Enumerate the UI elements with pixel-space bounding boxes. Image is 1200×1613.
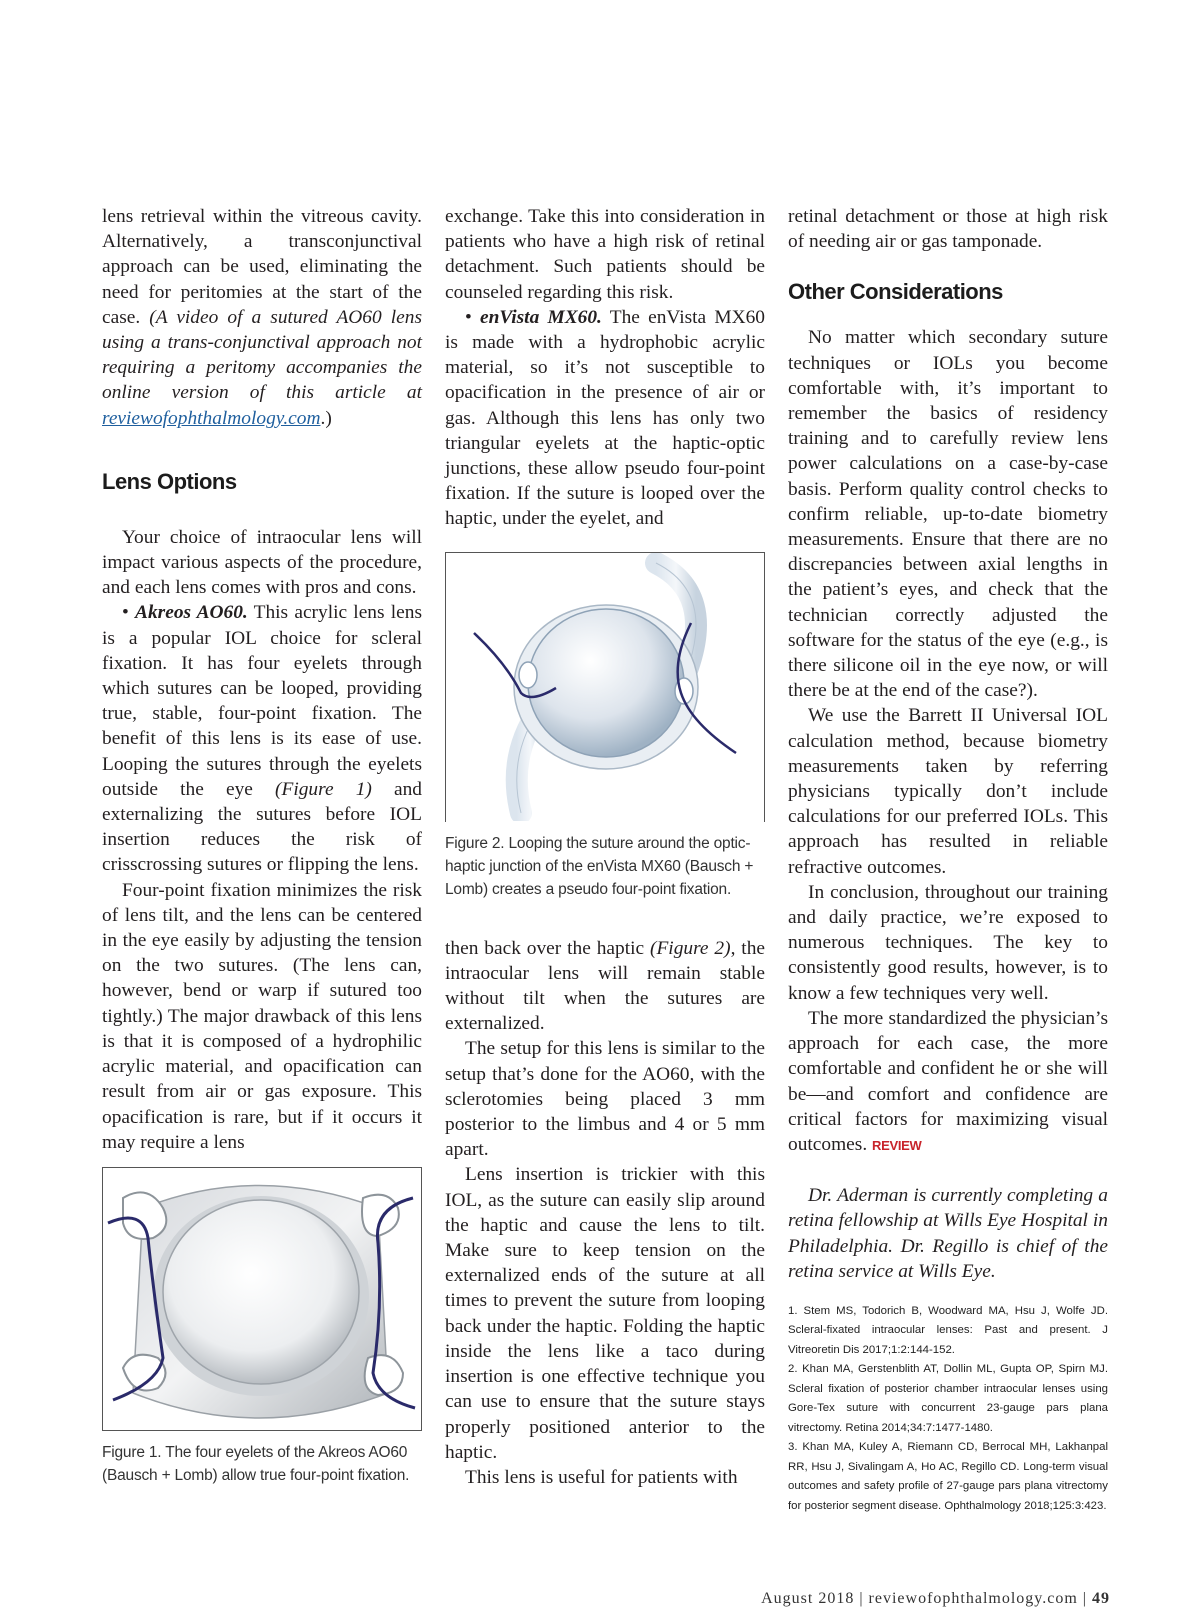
akreos-lens-illustration [103,1168,421,1430]
column-2 [445,204,765,1490]
author-bio: Dr. Aderman is currently completing a retina fellowship at Wills Eye Hospital in Philadelphia. Dr. Regillo is chief of the retina service at Wills Eye. [788,1185,1108,1282]
issue-date: August 2018 [761,1590,855,1607]
figure-2-caption: Figure 2. Looping the suture around the optic-haptic junction of the enVista MX60 (Bausch + Lomb) creates a pseudo four-point fixation. [445,834,754,898]
paragraph: This lens is useful for patients with [465,1466,738,1488]
figure-1-image [102,1167,422,1431]
figure-reference: (Figure 1) [275,778,372,800]
figure-1-caption: Figure 1. The four eyelets of the Akreos AO60 (Bausch + Lomb) allow true four-point fixation. [102,1443,410,1484]
paragraph: • Akreos AO60. This acrylic lens lens is a popular IOL choice for scleral fixation. It has four eyelets through which sutures can be looped, providing true, stable, four-point fixation. The benefit of this lens is its ease of use. Looping the sutures through the eyelets outside the eye (Figure 1) and externalizing the sutures before IOL insertion reduces the risk of crisscrossing sutures or flipping the lens. [102,602,423,876]
footer-site: reviewofophthalmology.com [868,1590,1078,1607]
paragraph: then back over the haptic (Figure 2), the intraocular lens will remain stable without tilt when the sutures are externalized. [445,937,765,1035]
paragraph: Lens insertion is trickier with this IOL, as the suture can easily slip around the haptic and cause the lens to tilt. Make sure to keep tension on the externalized ends of the suture at all times to prevent the suture from looping back under the haptic. Folding the haptic inside the lens like a taco during insertion is one effective technique you can use to ensure that the suture stays properly positioned anterior to the haptic. [445,1164,765,1463]
paragraph: The more standardized the physician’s approach for each case, the more comfortable and confident he or she will be—and comfort and confidence are critical factors for maximizing visual outcomes. REVIEW [788,1007,1108,1155]
envista-lens-illustration [446,553,764,821]
lens-name: Akreos AO60. [135,602,248,624]
paragraph: exchange. Take this into consideration in patients who have a high risk of retinal detachment. Such patients should be counseled regarding this risk. [445,206,765,303]
paragraph: retinal detachment or those at high risk of needing air or gas tamponade. [788,206,1108,253]
figure-2-image [445,552,765,822]
reference-item: 1. Stem MS, Todorich B, Woodward MA, Hsu J, Wolfe JD. Scleral-fixated intraocular lenses: Past and present. J Vitreoretin Dis 2017;1:2:144-152. [788,1304,1108,1356]
column-1 [102,204,422,1487]
figure-reference: (Figure 2) [650,937,731,959]
paragraph: We use the Barrett II Universal IOL calculation method, because biometry measurements taken by referring physicians typically don’t include calculations for our preferred IOLs. This approach has resulted in reliable refractive outcomes. [788,705,1108,878]
paragraph: Four-point fixation minimizes the risk of lens tilt, and the lens can be centered in the eye easily by adjusting the tension on the two sutures. (The lens can, however, bend or warp if sutured too tightly.) The major drawback of this lens is that it is composed of a hydrophilic acrylic material, and opacification can result from air or gas exposure. This opacification is rare, but if it occurs it may require a lens [102,879,422,1153]
paragraph: No matter which secondary suture techniques or IOLs you become comfortable with, it’s important to remember the basics of residency training and to carefully review lens power calculations on a case-by-case basis. Perform quality control checks to confirm reliable, up-to-date biometry measurements. Ensure that there are no discrepancies between axial lengths in the patient’s eyes, and check that the technician correctly adjusted the software for the status of the eye (e.g., is there silicone oil in the eye now, or will there be at the end of the case?). [788,327,1108,702]
lens-name: enVista MX60. [480,306,602,328]
paragraph: In conclusion, throughout our training and daily practice, we’re exposed to numerous techniques. The key to consistently good results, however, is to know a few techniques very well. [788,881,1108,1004]
video-note: (A video of a sutured AO60 lens using a trans-conjunctival approach not requiring a peritomy accompanies the online version of this article at reviewofophthalmology.com [102,306,423,429]
review-end-tag: REVIEW [872,1137,922,1153]
paragraph: lens retrieval within the vitreous cavity. Alternatively, a transconjunctival approach can be used, eliminating the need for peritomies at the start of the case. (A video of a sutured AO60 lens using a trans-conjunctival approach not requiring a peritomy accompanies the online version of this article at reviewofophthalmology.com.) [102,206,423,429]
paragraph: The setup for this lens is similar to the setup that’s done for the AO60, with the sclerotomies being placed 3 mm posterior to the limbus and 4 or 5 mm apart. [445,1038,765,1161]
page-number: 49 [1092,1590,1110,1607]
paragraph: • enVista MX60. The enVista MX60 is made with a hydrophobic acrylic material, so it’s not susceptible to opacification in the presence of air or gas. Although this lens has only two triangular eyelets at the haptic-optic junctions, these allow pseudo four-point fixation. If the suture is looped over the haptic, under the eyelet, and [445,306,766,530]
reference-item: 2. Khan MA, Gerstenblith AT, Dollin ML, Gupta OP, Spirn MJ. Scleral fixation of posterior chamber intraocular lenses using Gore-Tex suture with concurrent 23-gauge pars plana vitrectomy. Retina 2014;34:7:1477-1480. [788,1363,1108,1434]
paragraph: Your choice of intraocular lens will impact various aspects of the procedure, and each lens comes with pros and cons. [102,526,422,599]
reference-item: 3. Khan MA, Kuley A, Riemann CD, Berrocal MH, Lakhanpal RR, Hsu J, Sivalingam A, Ho AC, Regillo CD. Long-term visual outcomes and safety profile of 27-gauge pars plana vitrectomy for posterior segment disease. Ophthalmology 2018;125:3:423. [788,1441,1108,1512]
section-heading-other-considerations: Other Considerations [788,279,1003,305]
website-link[interactable]: reviewofophthalmology.com [102,407,321,429]
column-3 [788,204,1108,1516]
references-list [788,1302,1108,1517]
section-heading-lens-options: Lens Options [102,468,237,494]
page-footer: August 2018 | reviewofophthalmology.com | 49 [761,1590,1110,1607]
